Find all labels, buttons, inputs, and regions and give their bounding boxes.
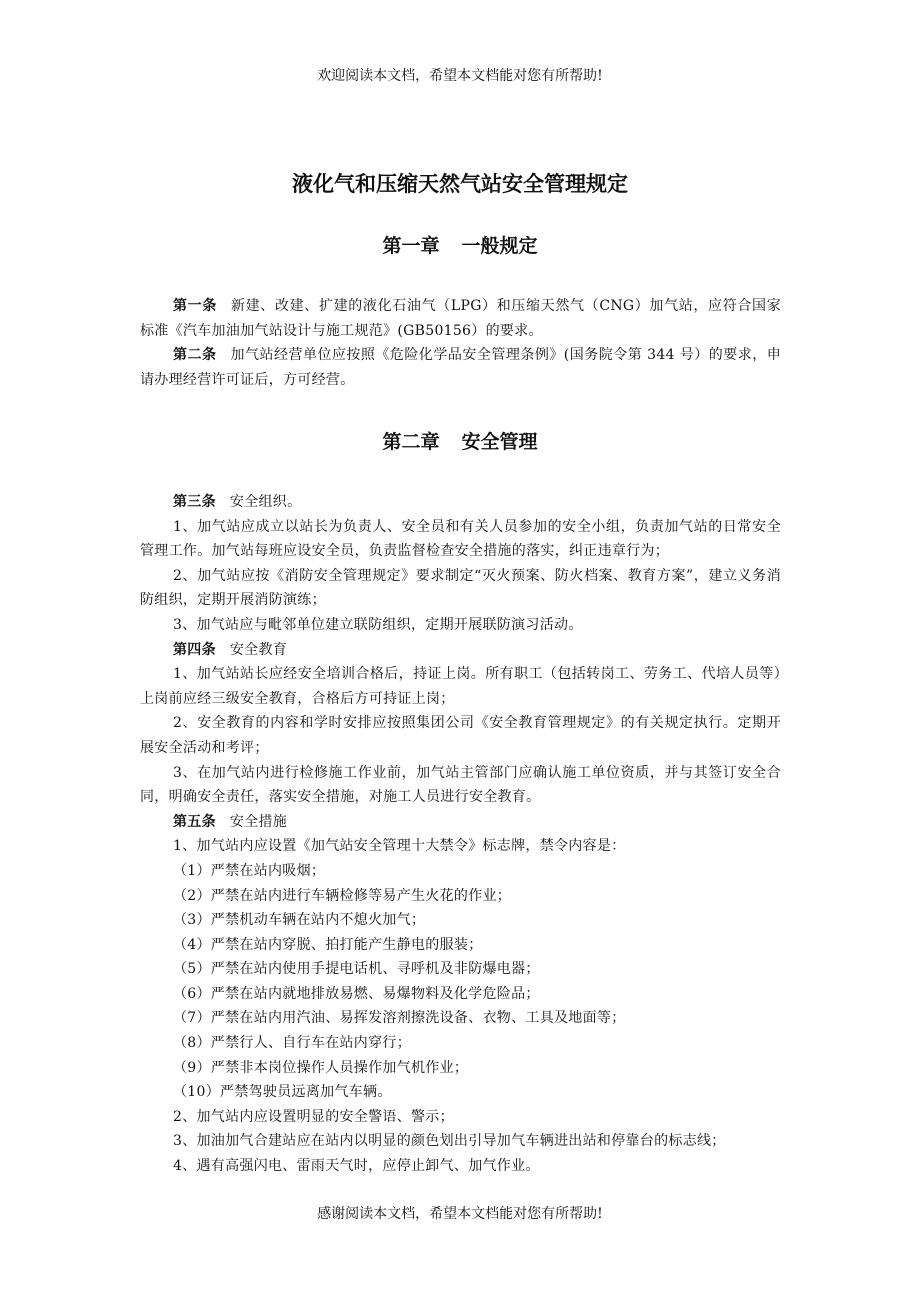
footer-note: 感谢阅读本文档，希望本文档能对您有所帮助! bbox=[317, 1206, 603, 1222]
article-5 bbox=[140, 810, 781, 835]
chapter-2-name: 安全管理 bbox=[461, 431, 538, 453]
header-note: 欢迎阅读本文档，希望本文档能对您有所帮助! bbox=[317, 68, 603, 84]
prohibition-item: （9）严禁非本岗位操作人员操作加气机作业； bbox=[173, 1059, 469, 1076]
article-2-label: 第二条 bbox=[173, 347, 217, 364]
prohibition-item: （2）严禁在站内进行车辆检修等易产生火花的作业； bbox=[173, 887, 512, 904]
article-5-label: 第五条 bbox=[173, 813, 216, 830]
prohibition-item: （3）严禁机动车辆在站内不熄火加气； bbox=[173, 912, 426, 929]
prohibition-item: （6）严禁在站内就地排放易燃、易爆物料及化学危险品； bbox=[173, 985, 540, 1002]
chapter-1-number: 第一章 bbox=[382, 235, 440, 257]
article-5-item: 1、加气站内应设置《加气站安全管理十大禁令》标志牌，禁令内容是： bbox=[173, 838, 626, 855]
chapter-2-number: 第二章 bbox=[382, 431, 440, 453]
article-4-item: 3、在加气站内进行检修施工作业前，加气站主管部门应确认施工单位资质，并与其签订安全合同，明确安全责任，落实安全措施，对施工人员进行安全教育。 bbox=[140, 764, 781, 806]
chapter-2-body bbox=[140, 490, 781, 1179]
article-3-label: 第三条 bbox=[173, 494, 216, 510]
article-3-item: 3、加气站应与毗邻单位建立联防组织，定期开展联防演习活动。 bbox=[173, 616, 583, 633]
chapter-2-heading bbox=[0, 429, 920, 455]
article-5-item: 2、加气站内应设置明显的安全警语、警示； bbox=[173, 1108, 454, 1125]
prohibition-item: （8）严禁行人、自行车在站内穿行； bbox=[173, 1035, 412, 1052]
article-3 bbox=[140, 490, 781, 515]
article-3-item: 2、加气站应按《消防安全管理规定》要求制定“灭火预案、防火档案、教育方案”，建立义务消防组织，定期开展消防演练； bbox=[140, 567, 781, 609]
article-2 bbox=[140, 343, 781, 392]
chapter-1-name: 一般规定 bbox=[461, 235, 538, 257]
prohibition-item: （4）严禁在站内穿脱、拍打能产生静电的服装； bbox=[173, 936, 483, 953]
article-5-item: 3、加油加气合建站应在站内以明显的颜色划出引导加气车辆进出站和停靠台的标志线； bbox=[173, 1133, 726, 1150]
prohibition-item: （1）严禁在站内吸烟； bbox=[173, 862, 326, 879]
article-1-text: 新建、改建、扩建的液化石油气（LPG）和压缩天然气（CNG）加气站，应符合国家标准《汽车加油加气站设计与施工规范》(GB50156）的要求。 bbox=[140, 298, 781, 339]
article-4-item: 2、安全教育的内容和学时安排应按照集团公司《安全教育管理规定》的有关规定执行。定期开展安全活动和考评； bbox=[140, 715, 781, 756]
article-5-text: 安全措施 bbox=[229, 813, 288, 830]
article-4-item: 1、加气站站长应经安全培训合格后，持证上岗。所有职工（包括转岗工、劳务工、代培人员等）上岗前应经三级安全教育，合格后方可持证上岗； bbox=[140, 666, 781, 707]
prohibition-item: （5）严禁在站内使用手提电话机、寻呼机及非防爆电器； bbox=[173, 961, 540, 978]
chapter-1-body bbox=[140, 294, 781, 392]
prohibition-item: （7）严禁在站内用汽油、易挥发溶剂擦洗设备、衣物、工具及地面等； bbox=[173, 1010, 626, 1027]
article-1-label: 第一条 bbox=[173, 298, 217, 314]
document-title: 液化气和压缩天然气站安全管理规定 bbox=[292, 172, 628, 196]
article-4-label: 第四条 bbox=[173, 641, 216, 658]
article-4-text: 安全教育 bbox=[229, 641, 288, 658]
article-3-text: 安全组织。 bbox=[229, 494, 302, 510]
article-5-item: 4、遇有高强闪电、雷雨天气时，应停止卸气、加气作业。 bbox=[173, 1158, 540, 1175]
article-3-item: 1、加气站应成立以站长为负责人、安全员和有关人员参加的安全小组，负责加气站的日常安全管理工作。加气站每班应设安全员，负责监督检查安全措施的落实，纠正违章行为； bbox=[140, 518, 781, 560]
article-4 bbox=[140, 638, 781, 663]
article-2-text: 加气站经营单位应按照《危险化学品安全管理条例》(国务院令第 344 号）的要求，申请办理经营许可证后，方可经营。 bbox=[140, 347, 781, 388]
prohibition-item: （10）严禁驾驶员远离加气车辆。 bbox=[173, 1084, 392, 1101]
chapter-1-heading bbox=[0, 233, 920, 259]
article-1 bbox=[140, 294, 781, 343]
